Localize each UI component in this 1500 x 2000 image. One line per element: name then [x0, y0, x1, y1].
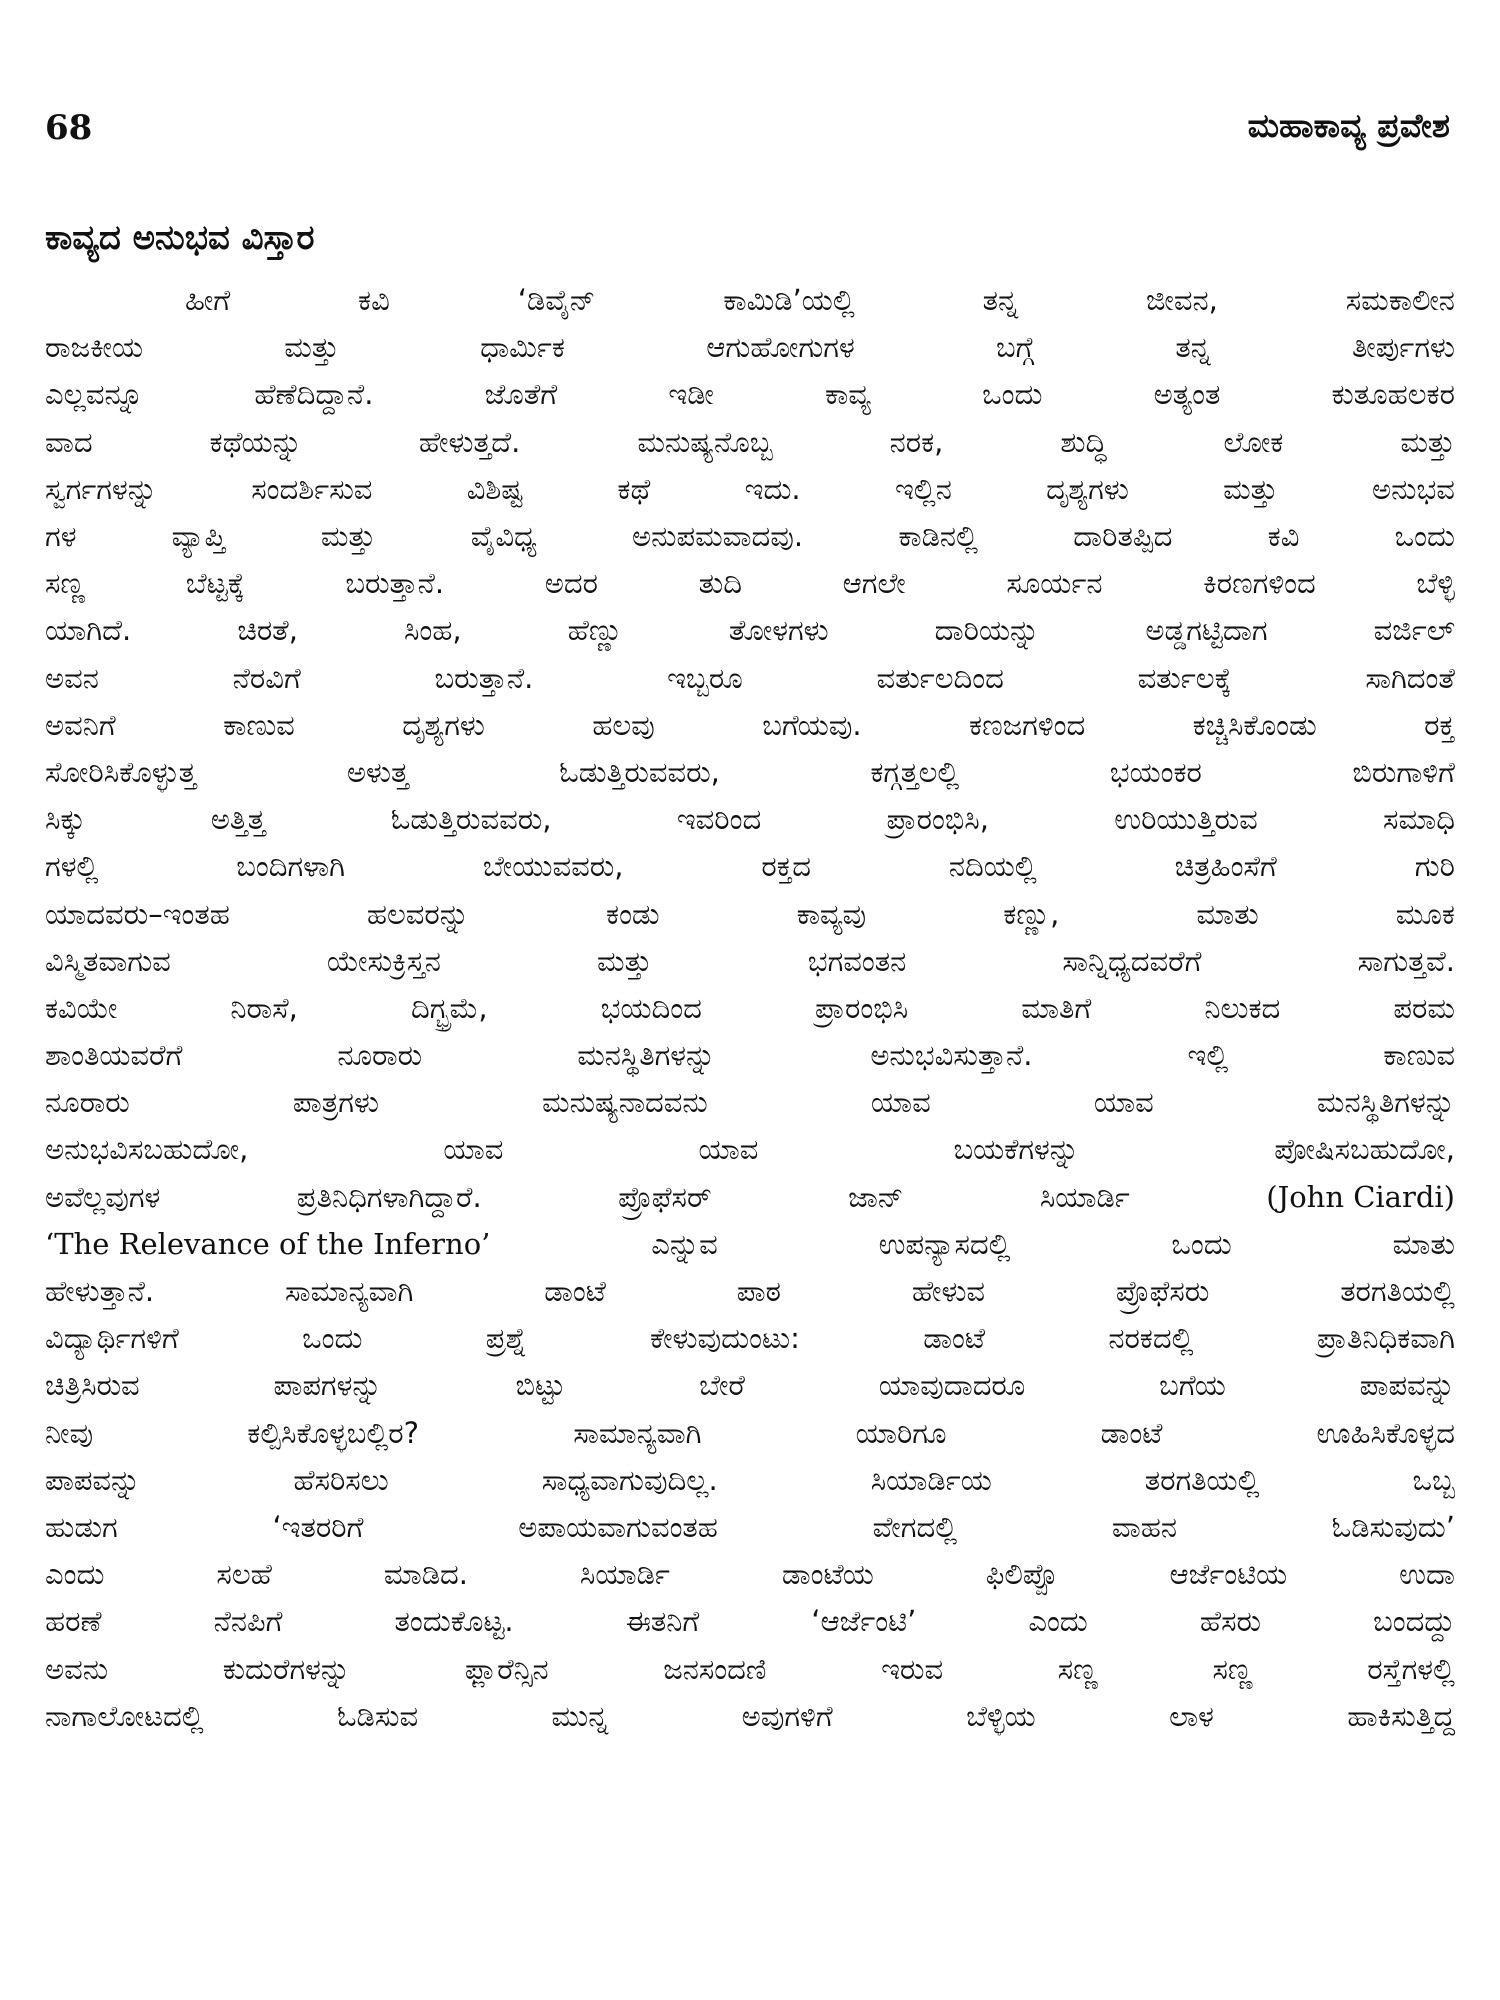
- word: ಪ್ರಾರಂಭಿಸಿ,: [886, 802, 989, 837]
- word: ಅಳುತ್ತ: [346, 754, 409, 789]
- word: ತೋಳಗಳು: [728, 613, 829, 648]
- word: ಬಗೆಯ: [1159, 1368, 1226, 1403]
- word: ರಾಜಕೀಯ: [45, 330, 144, 365]
- word: ನಿಲುಕದ: [1204, 990, 1281, 1025]
- word: ಕಾಣುವ: [1383, 1038, 1455, 1073]
- word: ಯಾವ: [870, 1085, 931, 1120]
- word: ಶಾಂತಿಯವರೆಗೆ: [45, 1038, 183, 1073]
- word: ಮನಸ್ಥಿತಿಗಳನ್ನು: [577, 1038, 716, 1073]
- word: ಯೇಸುಕ್ರಿಸ್ತನ: [326, 943, 441, 978]
- word: ಯಾವ: [1093, 1085, 1154, 1120]
- word: ಎಂದು: [1028, 1604, 1088, 1639]
- word: ಸಿಯಾರ್ಡಿ: [1039, 1179, 1130, 1214]
- word: ಸಾಗುತ್ತವೆ.: [1357, 943, 1455, 978]
- word: ಕಾಡಿನಲ್ಲಿ: [898, 519, 978, 554]
- word: ನೂರಾರು: [337, 1038, 423, 1073]
- text-line: [45, 1032, 1455, 1079]
- word: ವರ್ಜಿಲ್: [1373, 613, 1455, 648]
- word: ಸಿಂಹ,: [403, 613, 462, 648]
- word: ಯಾದವರು–ಇಂತಹ: [45, 896, 230, 931]
- word: ಬಿರುಗಾಳಿಗೆ: [1352, 754, 1455, 789]
- word: ಶುದ್ಧಿ: [1060, 424, 1107, 459]
- word: ಹೇಳುತ್ತಾನೆ.: [45, 1274, 155, 1309]
- word: ಕುದುರೆಗಳನ್ನು: [222, 1651, 351, 1686]
- word: ಮತ್ತು: [1223, 471, 1278, 506]
- word: ಆಗುಹೋಗುಗಳ: [706, 330, 855, 365]
- word: ಅನುಭವ: [1372, 471, 1455, 506]
- word: ಗಳ: [45, 519, 77, 554]
- text-line: [45, 607, 1455, 654]
- word: ಬೇರೆ: [699, 1368, 745, 1403]
- word: ‘ಡಿವೈನ್: [517, 283, 596, 318]
- word: ನಾಗಾಲೋಟದಲ್ಲಿ: [45, 1698, 204, 1733]
- word: ನೂರಾರು: [45, 1085, 130, 1120]
- word: ಕವಿ: [1267, 519, 1300, 554]
- word: ಕಣ್ಣು,: [1003, 896, 1060, 931]
- word: ರಕ್ತದ: [761, 849, 811, 884]
- word: ಒಂದು: [1394, 519, 1455, 554]
- word: ನೆರವಿಗೆ: [232, 660, 301, 695]
- word: ಅನುಭವಿಸಬಹುದೋ,: [45, 1132, 249, 1167]
- text-line: [45, 1551, 1455, 1598]
- word: ಹಲವು: [592, 707, 655, 742]
- text-line: [45, 513, 1455, 560]
- word: ಹಾಕಿಸುತ್ತಿದ್ದ: [1347, 1698, 1455, 1733]
- word: ಓಡಿಸುವುದು’: [1331, 1509, 1455, 1544]
- word: ವಿಸ್ಮಿತವಾಗುವ: [45, 943, 171, 978]
- word: ಯಾಗಿದೆ.: [45, 613, 132, 648]
- text-line: [45, 466, 1455, 513]
- word: ಎಲ್ಲವನ್ನೂ: [45, 377, 144, 412]
- word: ಬೇಯುವವರು,: [482, 849, 624, 884]
- word: ಉಪನ್ಯಾಸದಲ್ಲಿ: [878, 1226, 1011, 1261]
- word: ಜೀವನ,: [1146, 283, 1218, 318]
- word: ಸಿಯಾರ್ಡಿ: [579, 1557, 670, 1592]
- word: ಮಾತಿಗೆ: [1021, 990, 1092, 1025]
- word: ಡಾಂಟೆ: [923, 1321, 985, 1356]
- word: ಸಾಮಾನ್ಯವಾಗಿ: [573, 1415, 702, 1450]
- word: ಚಿತ್ರಹಿಂಸೆಗೆ: [1174, 849, 1277, 884]
- word: ಉರಿಯುತ್ತಿರುವ: [1114, 802, 1258, 837]
- word: ಎನ್ನುವ: [651, 1226, 718, 1261]
- word: ಮುನ್ನ: [551, 1698, 609, 1733]
- text-line: [45, 1504, 1455, 1551]
- text-line: [45, 277, 1455, 324]
- word: ಮನುಷ್ಯನಾದವನು: [542, 1085, 708, 1120]
- word: ಸೂರ್ಯನ: [1006, 566, 1103, 601]
- word: ಸೋರಿಸಿಕೊಳ್ಳುತ್ತ: [45, 754, 197, 789]
- text-line: [45, 1268, 1455, 1315]
- word: ಓಡಿಸುವ: [337, 1698, 419, 1733]
- word: ಯಾವ: [443, 1132, 504, 1167]
- word: ಕವಿಯೇ: [45, 990, 118, 1025]
- word: ಮತ್ತು: [320, 519, 376, 554]
- word: ಚಿರತೆ,: [237, 613, 298, 648]
- word: ಪಾಪವನ್ನು: [1359, 1368, 1455, 1403]
- word: ಹರಣೆ: [45, 1604, 102, 1639]
- word: ಬರುತ್ತಾನೆ.: [345, 566, 445, 601]
- word: ಓಡುತ್ತಿರುವವರು,: [559, 754, 720, 789]
- word: ವರ್ತುಲಕ್ಕೆ: [1137, 660, 1232, 695]
- text-line: [45, 985, 1455, 1032]
- word: ವೇಗದಲ್ಲಿ: [872, 1509, 958, 1544]
- word: ಒಬ್ಬ: [1412, 1462, 1455, 1497]
- word: ಸಿಕ್ಕು: [45, 802, 86, 837]
- word: ದಾರಿತಪ್ಪಿದ: [1073, 519, 1173, 554]
- word: ಉದಾ: [1399, 1557, 1455, 1592]
- text-line: [45, 702, 1455, 749]
- word: ಅವನಿಗೆ: [45, 707, 116, 742]
- word: ಅನುಭವಿಸುತ್ತಾನೆ.: [870, 1038, 1033, 1073]
- word: ಕಾವ್ಯ: [825, 377, 871, 412]
- word: ಮಾತು: [1392, 1226, 1455, 1261]
- word: ಒಂದು: [982, 377, 1043, 412]
- word: ಆಗಲೇ: [842, 566, 906, 601]
- word: ತನ್ನ: [1175, 330, 1211, 365]
- word: ತರಗತಿಯಲ್ಲಿ: [1144, 1462, 1260, 1497]
- word: ತನ್ನ: [982, 283, 1019, 318]
- word: ಅಡ್ಡಗಟ್ಟಿದಾಗ: [1145, 613, 1268, 648]
- word: ವ್ಯಾಪ್ತಿ: [171, 519, 226, 554]
- word: ಇಲ್ಲಿ: [1187, 1038, 1229, 1073]
- page-number: 68: [45, 108, 93, 148]
- word: ಮಾಡಿದ.: [383, 1557, 468, 1592]
- word: ಪ್ರಾತಿನಿಧಿಕವಾಗಿ: [1316, 1321, 1455, 1356]
- word: ಸಾಗಿದಂತೆ: [1365, 660, 1455, 695]
- word: ಪಾಪವನ್ನು: [45, 1462, 141, 1497]
- word: ಕಂಡು: [606, 896, 660, 931]
- word: ಲೋಕ: [1223, 424, 1284, 459]
- word: ಹೇಳುವ: [911, 1274, 986, 1309]
- word: ಊಹಿಸಿಕೊಳ್ಳದ: [1316, 1415, 1455, 1450]
- word: ಅವನ: [45, 660, 99, 695]
- word: ಲಾಳ: [1169, 1698, 1214, 1733]
- word: ಬೆಟ್ಟಕ್ಕೆ: [185, 566, 245, 601]
- text-line: [45, 1362, 1455, 1409]
- word: ಬಿಟ್ಟು: [515, 1368, 566, 1403]
- word: ‘ಇತರರಿಗೆ: [272, 1509, 364, 1544]
- word: ಬಂದದ್ದು: [1373, 1604, 1455, 1639]
- word: ನೆನಪಿಗೆ: [213, 1604, 283, 1639]
- text-line: [45, 890, 1455, 937]
- word: ಮನುಷ್ಯನೊಬ್ಬ: [637, 424, 773, 459]
- text-line: [45, 843, 1455, 890]
- word: ಬಗ್ಗೆ: [995, 330, 1035, 365]
- word: ಹೆಸರಿಸಲು: [293, 1462, 389, 1497]
- word: ಅದರ: [544, 566, 598, 601]
- word: ಚಿತ್ರಿಸಿರುವ: [45, 1368, 140, 1403]
- word: ವಾಹನ: [1111, 1509, 1177, 1544]
- word: ಕಿರಣಗಳಿಂದ: [1203, 566, 1316, 601]
- running-header-title: ಮಹಾಕಾವ್ಯ ಪ್ರವೇಶ: [1247, 106, 1450, 145]
- word: (John Ciardi): [1266, 1180, 1455, 1215]
- word: ದೃಶ್ಯಗಳು: [1046, 471, 1129, 506]
- word: ಸಿಯಾರ್ಡಿಯ: [870, 1462, 992, 1497]
- word: ಸಂದರ್ಶಿಸುವ: [251, 471, 373, 506]
- word: ಪ್ರೊಫೆಸರ್: [618, 1179, 712, 1214]
- word: ಡಾಂಟೆಯ: [781, 1557, 874, 1592]
- text-line: [45, 1598, 1455, 1645]
- word: ಅವನು: [45, 1651, 109, 1686]
- word: ಮತ್ತು: [1400, 424, 1455, 459]
- word: ಒಂದು: [302, 1321, 363, 1356]
- word: ಗಳಲ್ಲಿ: [45, 849, 99, 884]
- word: ಮತ್ತು: [597, 943, 652, 978]
- word: ಜೊತೆಗೆ: [484, 377, 558, 412]
- word: ನರಕ,: [889, 424, 944, 459]
- word: ವಿದ್ಯಾರ್ಥಿಗಳಿಗೆ: [45, 1321, 179, 1356]
- word: ಹೆಣ್ಣು: [567, 613, 623, 648]
- word: ಪರಮ: [1393, 990, 1455, 1025]
- word: ದೃಶ್ಯಗಳು: [402, 707, 485, 742]
- word: ಪೋಷಿಸಬಹುದೋ,: [1274, 1132, 1455, 1167]
- text-line: [45, 1221, 1455, 1268]
- word: ಕಾಮಿಡಿ’ಯಲ್ಲಿ: [723, 283, 855, 318]
- word: ಹೆಣೆದಿದ್ದಾನೆ.: [254, 377, 374, 412]
- word: ಭಗವಂತನ: [807, 943, 907, 978]
- word: ಜನಸಂದಣಿ: [663, 1651, 767, 1686]
- text-line: [45, 1645, 1455, 1692]
- word: ಸಮಕಾಲೀನ: [1345, 283, 1455, 318]
- word: ಸಲಹೆ: [216, 1557, 272, 1592]
- word: ಕಲ್ಪಿಸಿಕೊಳ್ಳಬಲ್ಲಿರ?: [247, 1415, 420, 1450]
- word: ರಕ್ತ: [1424, 707, 1455, 742]
- word: ಅವೆಲ್ಲವುಗಳ: [45, 1179, 161, 1214]
- word: ಹೇಳುತ್ತದೆ.: [418, 424, 521, 459]
- word: ಕಣಜಗಳಿಂದ: [969, 707, 1086, 742]
- word: ಅತ್ತಿತ್ತ: [210, 802, 266, 837]
- text-line: [45, 419, 1455, 466]
- text-line: [45, 655, 1455, 702]
- word: ಹೀಗೆ: [185, 283, 231, 318]
- word: ವಿಶಿಷ್ಟ: [466, 471, 524, 506]
- text-line: [45, 371, 1455, 418]
- word: ತರಗತಿಯಲ್ಲಿ: [1340, 1274, 1455, 1309]
- word: ಪಾಠ: [736, 1274, 781, 1309]
- word: ಸಮಾಧಿ: [1383, 802, 1455, 837]
- word: ಮಾತು: [1196, 896, 1259, 931]
- word: ರಸ್ತೆಗಳಲ್ಲಿ: [1367, 1651, 1455, 1686]
- word: ಇದು.: [744, 471, 801, 506]
- word: ಅತ್ಯಂತ: [1153, 377, 1221, 412]
- word: ಕಾವ್ಯವು: [796, 896, 867, 931]
- word: ಭಯಂಕರ: [1109, 754, 1202, 789]
- word: ವರ್ತುಲದಿಂದ: [876, 660, 1004, 695]
- word: ಬೆಳ್ಳಿ: [1416, 566, 1455, 601]
- word: ಹಲವರನ್ನು: [366, 896, 470, 931]
- word: ಮನಸ್ಥಿತಿಗಳನ್ನು: [1316, 1085, 1455, 1120]
- word: ನಿರಾಸೆ,: [230, 990, 298, 1025]
- text-line: [45, 749, 1455, 796]
- word: ಇಡೀ: [668, 377, 714, 412]
- word: ಕಥೆಯನ್ನು: [209, 424, 302, 459]
- word: ಮತ್ತು: [284, 330, 339, 365]
- word: ಬಂದಿಗಳಾಗಿ: [236, 849, 346, 884]
- text-line: [45, 938, 1455, 985]
- word: ಸಾಧ್ಯವಾಗುವುದಿಲ್ಲ.: [541, 1462, 718, 1497]
- word: ಗುರಿ: [1414, 849, 1455, 884]
- text-line: [45, 1174, 1455, 1221]
- word: ಕೇಳುವುದುಂಟು:: [650, 1321, 800, 1356]
- word: ಡಾಂಟೆ: [1100, 1415, 1163, 1450]
- text-line: [45, 1315, 1455, 1362]
- word: ಕಾಣುವ: [223, 707, 295, 742]
- word: ಬರುತ್ತಾನೆ.: [434, 660, 534, 695]
- word: ಫ್ಲಾರೆನ್ಸಿನ: [464, 1651, 549, 1686]
- word: ಇಬ್ಬರೂ: [667, 660, 743, 695]
- word: ಓಡುತ್ತಿರುವವರು,: [390, 802, 552, 837]
- word: ಹುಡುಗ: [45, 1509, 118, 1544]
- word: ‘The Relevance of the Inferno’: [45, 1227, 491, 1262]
- word: ಡಾಂಟೆ: [544, 1274, 606, 1309]
- word: ಅಪಾಯವಾಗುವಂತಹ: [518, 1509, 718, 1544]
- word: ಸಾನ್ನಿಧ್ಯದವರೆಗೆ: [1062, 943, 1202, 978]
- text-line: [45, 560, 1455, 607]
- text-line: [45, 796, 1455, 843]
- word: ಕಚ್ಚಿಸಿಕೊಂಡು: [1192, 707, 1317, 742]
- word: ಮೂಕ: [1395, 896, 1455, 931]
- word: ಬಗೆಯವು.: [762, 707, 862, 742]
- word: ಇವರಿಂದ: [676, 802, 762, 837]
- word: ದಿಗ್ಭ್ರಮೆ,: [411, 990, 488, 1025]
- text-line: [45, 1126, 1455, 1173]
- word: ವಾದ: [45, 424, 93, 459]
- word: ಕವಿ: [358, 283, 390, 318]
- text-line: [45, 1457, 1455, 1504]
- word: ನರಕದಲ್ಲಿ: [1108, 1321, 1194, 1356]
- word: ಆರ್ಜೆಂಟಿಯ: [1169, 1557, 1288, 1592]
- word: ದಾರಿಯನ್ನು: [934, 613, 1040, 648]
- word: ಇರುವ: [881, 1651, 944, 1686]
- word: ಎಂದು: [45, 1557, 105, 1592]
- word: ಪ್ರಾರಂಭಿಸಿ: [814, 990, 909, 1025]
- word: ಈತನಿಗೆ: [625, 1604, 700, 1639]
- word: ತೀರ್ಪುಗಳು: [1351, 330, 1455, 365]
- text-line: [45, 1079, 1455, 1126]
- word: ಜಾನ್: [848, 1179, 904, 1214]
- word: ಫಿಲಿಪ್ಪೊ: [985, 1557, 1058, 1592]
- word: ಧಾರ್ಮಿಕ: [480, 330, 565, 365]
- text-line: [45, 324, 1455, 371]
- word: ಯಾವ: [698, 1132, 759, 1167]
- word: ಒಂದು: [1171, 1226, 1232, 1261]
- word: ನೀವು: [45, 1415, 94, 1450]
- word: ನದಿಯಲ್ಲಿ: [948, 849, 1037, 884]
- word: ಭಯದಿಂದ: [600, 990, 702, 1025]
- word: ಯಾವುದಾದರೂ: [878, 1368, 1026, 1403]
- word: ತುದಿ: [698, 566, 742, 601]
- word: ಯಾರಿಗೂ: [855, 1415, 947, 1450]
- word: ಪಾತ್ರಗಳು: [292, 1085, 379, 1120]
- text-line: [45, 1693, 1455, 1740]
- word: ಅನುಪಮವಾದವು.: [632, 519, 804, 554]
- word: ಇಲ್ಲಿನ: [894, 471, 952, 506]
- word: ಕಗ್ಗತ್ತಲಲ್ಲಿ: [870, 754, 960, 789]
- word: ಬೆಳ್ಳಿಯ: [966, 1698, 1036, 1733]
- word: ಪಾಪಗಳನ್ನು: [273, 1368, 382, 1403]
- word: ಬಯಕೆಗಳನ್ನು: [953, 1132, 1080, 1167]
- word: ತಂದುಕೊಟ್ಟ.: [394, 1604, 514, 1639]
- word: ಸಣ್ಣ: [45, 566, 86, 601]
- section-heading: ಕಾವ್ಯದ ಅನುಭವ ವಿಸ್ತಾರ: [45, 218, 315, 258]
- word: ಹೆಸರು: [1199, 1604, 1262, 1639]
- word: ಪ್ರೊಫೆಸರು: [1115, 1274, 1210, 1309]
- body-text: [45, 277, 1455, 1740]
- word: ‘ಆರ್ಜೆಂಟಿ’: [811, 1604, 917, 1639]
- word: ವೈವಿಧ್ಯ: [470, 519, 537, 554]
- word: ಕಥೆ: [617, 471, 651, 506]
- word: ಸಾಮಾನ್ಯವಾಗಿ: [285, 1274, 414, 1309]
- word: ಪ್ರತಿನಿಧಿಗಳಾಗಿದ್ದಾರೆ.: [296, 1179, 482, 1214]
- word: ಸಣ್ಣ: [1057, 1651, 1098, 1686]
- word: ಅವುಗಳಿಗೆ: [741, 1698, 833, 1733]
- word: ಪ್ರಶ್ನೆ: [485, 1321, 527, 1356]
- word: ಸ್ವರ್ಗಗಳನ್ನು: [45, 471, 157, 506]
- word: ಕುತೂಹಲಕರ: [1331, 377, 1455, 412]
- text-line: [45, 1410, 1455, 1457]
- word: ಸಣ್ಣ: [1212, 1651, 1253, 1686]
